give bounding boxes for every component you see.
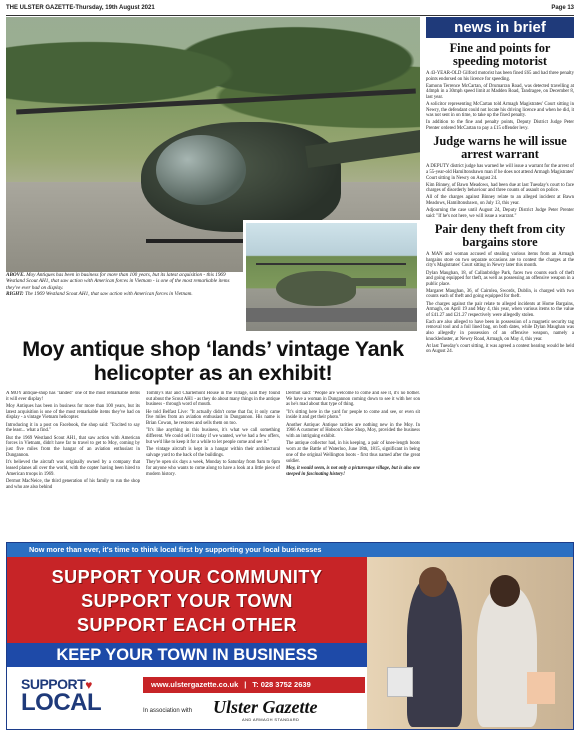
advert-contact-bar bbox=[143, 677, 365, 693]
brief-2-body bbox=[426, 164, 574, 219]
advert-website-link[interactable]: www.ulstergazette.co.uk bbox=[151, 680, 239, 689]
article-paragraph: "It's sitting here in the yard for people to come and see, or even sit inside it and get their photo." bbox=[286, 409, 420, 421]
brief-3-title: Pair deny theft from city bargains store bbox=[434, 222, 566, 250]
shopper-2-head bbox=[490, 575, 520, 607]
advert-shoppers-photo bbox=[367, 557, 574, 730]
article-paragraph: But the 1969 Westland Scout AH1, that saw action with American forces in Vietnam, didn't have far to travel to get to Moy, coming by just five miles from the hangar of an aviation enthusiast in Dungannon. bbox=[6, 435, 140, 458]
shopper-2-body bbox=[477, 587, 537, 727]
brief-paragraph: All of the charges against Binney relate to an alleged incident at Bawn Meadows, Hamiltonsbawn, on July 13, this year. bbox=[426, 195, 574, 206]
advert-line-town: SUPPORT YOUR TOWN bbox=[81, 591, 293, 611]
article-column-2 bbox=[146, 391, 280, 539]
article-paragraph: It's believed the aircraft was originally owned by a company that leased planes all over the world, with the copter having been hired to American troops in 1969. bbox=[6, 460, 140, 477]
article-paragraph: The vintage aircraft is kept in a hangar within their architectural salvage yard to the back of the buildings. bbox=[146, 447, 280, 458]
news-in-brief-sidebar bbox=[426, 17, 574, 540]
brief-paragraph: A DEPUTY district judge has warned he will issue a warrant for the arrest of a 55-year-old Hamiltonsbawn man if he does not attend Armagh Magistrates' Court sitting in Newry on August 24. bbox=[426, 164, 574, 181]
heart-icon: ♥ bbox=[85, 678, 92, 692]
photo-caption bbox=[6, 272, 240, 297]
news-in-brief-banner: news in brief bbox=[426, 17, 574, 38]
inset-helicopter-body bbox=[276, 271, 356, 306]
brief-paragraph: The charges against the pair relate to alleged incidents at Home Bargains, Armagh, on April 19 and May 4, this year, when various items to the value of £41.27 and £21.27 respectively were allegedly stolen. bbox=[426, 301, 574, 318]
shopping-bag-icon bbox=[527, 672, 555, 704]
brief-paragraph: In addition to the fine and penalty points, Deputy District Judge Peter Prenter ordered McCartan to pay a £15 offender levy. bbox=[426, 120, 574, 131]
brief-paragraph: Dylan Maughan, 18, of Callanbridge Park, faces two counts each of theft and going equipped for theft, as well as possessing an offensive weapon in a public place. bbox=[426, 270, 574, 287]
article-paragraph: A MOY antique-shop has "landed" one of the most remarkable items it will ever display! bbox=[6, 391, 140, 402]
brief-paragraph: Kim Binney, of Bawn Meadows, had been due at last Tuesday's court to face charges of disorderly behaviour and three counts of assault on police. bbox=[426, 182, 574, 194]
page-number: Page 13 bbox=[551, 5, 574, 11]
article-paragraph: Another Antique: Antique rarities are nothing new in the Moy. In 1966 A customer of Hobson's Shoe Shop, Moy, provided the business with an intriguing exhibit. bbox=[286, 422, 420, 440]
article-paragraph: He told Belfast Live: "It actually didn't come that far, it only came five miles from an aviation enthusiast in Dungannon. His name is Brian Cowan, he restores and sells them on too. bbox=[146, 409, 280, 427]
article-headline: Moy antique shop ‘lands’ vintage Yank helicopter as an exhibit! bbox=[22, 337, 404, 385]
brief-paragraph: A MAN and woman accused of stealing various items from an Armagh bargains store on two separate occasions are to contest the charges at the city's Magistrates' Court sitting in Newry later this month. bbox=[426, 252, 574, 269]
shopper-1-body bbox=[407, 577, 462, 727]
article-paragraph: Introducing it in a post on Facebook, the shop said: "Excited to say the least... what a find." bbox=[6, 422, 140, 434]
caption-right-text: The 1969 Westland Scout AH1, that saw action with American forces in Vietnam. bbox=[25, 290, 193, 297]
advert-phone: T: 028 3752 2639 bbox=[252, 680, 311, 689]
article-paragraph: The antique collector had, in his keeping, a pair of knee-length boots worn at the Battle of Waterloo, June 18th, 1815, significant in being one of the original Wellington boots - first thus named after the great soldier. bbox=[286, 441, 420, 464]
photo-helicopter-canopy bbox=[156, 135, 246, 205]
brief-paragraph: At last Tuesday's court sitting, it was agreed a contest hearing would be held on August 24. bbox=[426, 343, 574, 355]
article-column-1 bbox=[6, 391, 140, 539]
caption-above-label: ABOVE. bbox=[6, 272, 25, 278]
brief-paragraph: A 43-YEAR-OLD Gilford motorist has been fined £65 and had three penalty points endorsed on his licence for speeding. bbox=[426, 71, 574, 82]
support-local-advert bbox=[6, 542, 574, 730]
caption-right-label: RIGHT: bbox=[6, 290, 24, 297]
support-local-logo bbox=[21, 677, 121, 714]
masthead bbox=[6, 2, 574, 14]
inset-helicopter-tail bbox=[346, 278, 406, 286]
article-paragraph: They're open six days a week, Monday to Saturday from 9am to 6pm for anyone who wants to come along to have a look at a little piece of modern history. bbox=[146, 460, 280, 477]
advert-separator: | bbox=[244, 680, 247, 689]
caption-above-text: Moy Antiques has been in business for more than 100 years, but its latest acquisition - this 1969 Westland Scout AH1, that saw action with American forces in Vietnam - is one of the most remarkable items they've ever had on display. bbox=[6, 272, 230, 291]
shopper-1-head bbox=[419, 567, 447, 597]
masthead-rule bbox=[6, 15, 574, 16]
inset-trailer bbox=[246, 308, 420, 322]
advert-blue-panel: KEEP YOUR TOWN IN BUSINESS bbox=[7, 643, 367, 667]
brief-1-body bbox=[426, 71, 574, 131]
article-paragraph: Tommy's Bar and Charlemont House in the village, said they found out about the Scout AH1 - as they do about many things in the antique business - through word of mouth. bbox=[146, 391, 280, 408]
brief-paragraph: Each are also alleged to have been in possession of a magnetic security tag removal tool and a foil lined bag, on both dates, while Dylan Maughan was also allegedly in possession of an offensive weapon, namely a knuckleduster, at Newry Road, Armagh, on May 4, this year. bbox=[426, 319, 574, 342]
brief-paragraph: Eamonn Terrence McCartan, of Drumarran Road, was detected travelling at 44mph in a 30mph speed limit at Madden Road, Tandragee, on December 8, last year. bbox=[426, 83, 574, 100]
helicopter-inset-photo bbox=[243, 220, 420, 334]
article-paragraph: Dermot said: "People are welcome to come and see it, it's no bother. We have a woman in Dungannon coming down to see it with her son as he's mad about that type of thing. bbox=[286, 391, 420, 408]
article-closing-line: Moy, it would seem, is not only a picturesque village, but is also one steeped in fascinating history! bbox=[286, 465, 420, 477]
logo-local-word: LOCAL bbox=[21, 689, 102, 716]
advert-line-community: SUPPORT YOUR COMMUNITY bbox=[51, 567, 323, 587]
paper-date: THE ULSTER GAZETTE-Thursday, 19th August 2021 bbox=[6, 5, 155, 11]
brief-3-body bbox=[426, 252, 574, 355]
brief-2-title: Judge warns he will issue arrest warrant bbox=[433, 134, 567, 162]
article-body bbox=[6, 391, 420, 539]
advert-red-panel bbox=[7, 557, 367, 643]
brief-paragraph: Adjourning the case until August 24, Deputy District Judge Peter Prenter said: "If he's not here, we will issue a warrant." bbox=[426, 208, 574, 219]
advert-association-label: In association with bbox=[143, 708, 193, 714]
shopping-bag-icon bbox=[387, 667, 413, 697]
advert-line-each-other: SUPPORT EACH OTHER bbox=[76, 615, 298, 635]
article-paragraph: "It's like anything in this business, it's what we call something different. We could sell it today if we wanted, we've had a few offers, but we'd like to keep it for a while to let people come and see it." bbox=[146, 428, 280, 445]
logo-support-text: SUPPORT bbox=[21, 676, 86, 692]
ulster-gazette-subtitle: AND ARMAGH STANDARD bbox=[242, 717, 300, 722]
brief-paragraph: A solicitor representing McCartan told Armagh Magistrates' Court sitting in Newry, the defendant could not locate his driving licence and when he did, it was not sent in on time, to take up the fixed penalty. bbox=[426, 101, 574, 119]
article-paragraph: Dermot MacNeice, the third generation of his family to run the shop and who are also behind bbox=[6, 478, 140, 490]
brief-paragraph: Margaret Maughan, 36, of Cairnlea, Swords, Dublin, is charged with two counts each of theft and going equipped for theft. bbox=[426, 288, 574, 300]
article-paragraph: Moy Antiques has been in business for more than 100 years, but its latest acquisition is one of the most remarkable items they've had on display - a vintage Vietnam helicopter. bbox=[6, 404, 140, 421]
ulster-gazette-logo: Ulster Gazette bbox=[213, 697, 318, 717]
advert-strapline: Now more than ever, it's time to think local first by supporting your local businesses bbox=[7, 543, 573, 557]
brief-1-title: Fine and points for speeding motorist bbox=[449, 41, 551, 68]
inset-rotor bbox=[256, 263, 406, 265]
article-column-3 bbox=[286, 391, 420, 539]
